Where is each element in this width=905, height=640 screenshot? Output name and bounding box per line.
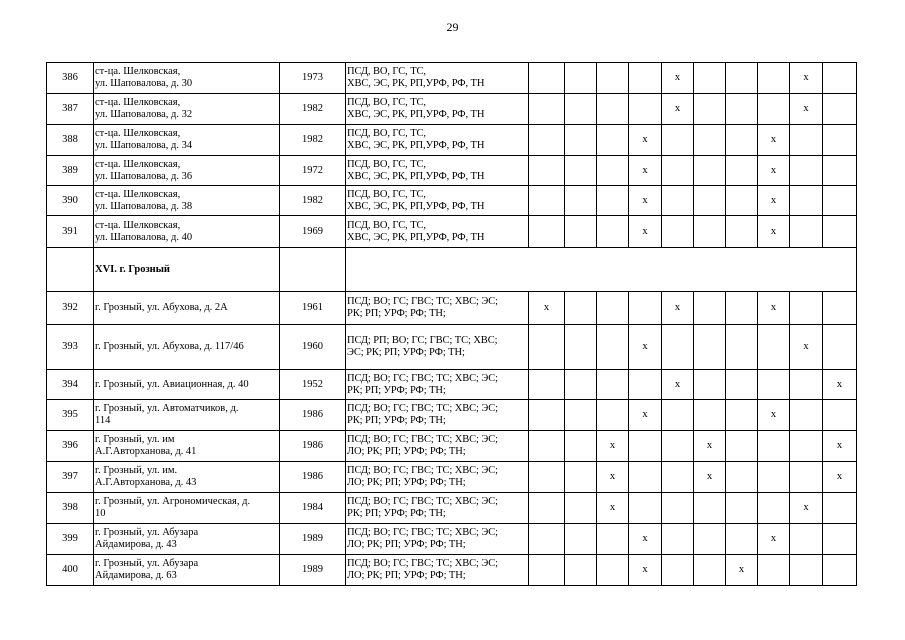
work-types-cell: [346, 216, 529, 248]
address-cell: [94, 94, 280, 125]
period-mark-cell: [529, 94, 565, 125]
period-mark-cell: [565, 493, 597, 524]
cell-line: ЭС; РК; РП; УРФ; РФ; ТН;: [347, 347, 465, 358]
cell-line: ЛО; РК; РП; УРФ; РФ; ТН;: [347, 539, 466, 550]
period-mark-cell: [662, 462, 694, 493]
period-mark-cell: [823, 125, 857, 156]
period-mark-cell: x: [597, 431, 629, 462]
cell-line: ХВС, ЭС, РК, РП,УРФ, РФ, ТН: [347, 170, 485, 182]
period-mark-cell: [662, 431, 694, 462]
period-mark-cell: x: [823, 462, 857, 493]
cell-line: ул. Шаповалова, д. 30: [95, 78, 193, 89]
period-mark-cell: x: [694, 431, 726, 462]
year-cell: 1986: [280, 400, 346, 431]
period-mark-cell: [726, 462, 758, 493]
table-row: [47, 292, 857, 325]
period-mark-cell: [629, 94, 662, 125]
year-cell: 1986: [280, 431, 346, 462]
row-number: 399: [47, 524, 94, 555]
period-mark-cell: x: [758, 400, 790, 431]
address-cell: [94, 125, 280, 156]
period-mark-cell: [597, 156, 629, 186]
work-types-cell: [346, 63, 529, 94]
work-types-cell: [346, 325, 529, 370]
period-mark-cell: x: [597, 462, 629, 493]
period-mark-cell: [597, 400, 629, 431]
period-mark-cell: x: [662, 63, 694, 94]
period-mark-cell: [790, 292, 823, 325]
period-mark-cell: [662, 493, 694, 524]
address-cell: [94, 63, 280, 94]
housing-registry-table: [46, 62, 857, 586]
period-mark-cell: [790, 186, 823, 216]
period-mark-cell: [565, 156, 597, 186]
period-mark-cell: [726, 431, 758, 462]
period-mark-cell: [662, 555, 694, 586]
period-mark-cell: [694, 325, 726, 370]
period-mark-cell: x: [758, 216, 790, 248]
section-row: [47, 248, 857, 292]
period-mark-cell: [662, 186, 694, 216]
cell-line: 114: [95, 415, 111, 426]
year-cell: 1973: [280, 63, 346, 94]
period-mark-cell: [758, 63, 790, 94]
address-cell: [94, 493, 280, 524]
address-cell: [94, 325, 280, 370]
period-mark-cell: [758, 493, 790, 524]
period-mark-cell: x: [790, 325, 823, 370]
cell-line: г. Грозный, ул. им: [95, 434, 175, 445]
period-mark-cell: [565, 292, 597, 325]
period-mark-cell: [529, 325, 565, 370]
row-number: 400: [47, 555, 94, 586]
year-cell: 1960: [280, 325, 346, 370]
period-mark-cell: x: [758, 125, 790, 156]
cell-line: ПСД; ВО; ГС; ГВС; ТС; ХВС; ЭС;: [347, 465, 498, 476]
period-mark-cell: [529, 370, 565, 400]
period-mark-cell: [565, 524, 597, 555]
table-row: [47, 431, 857, 462]
period-mark-cell: [726, 400, 758, 431]
period-mark-cell: [662, 325, 694, 370]
period-mark-cell: [529, 493, 565, 524]
period-mark-cell: [529, 156, 565, 186]
period-mark-cell: x: [694, 462, 726, 493]
period-mark-cell: [565, 431, 597, 462]
period-mark-cell: [529, 555, 565, 586]
period-mark-cell: [823, 156, 857, 186]
cell-line: ПСД, ВО, ГС, ТС,: [347, 128, 426, 139]
period-mark-cell: [565, 63, 597, 94]
row-number: 391: [47, 216, 94, 248]
year-cell: 1989: [280, 524, 346, 555]
cell-line: ПСД; ВО; ГС; ГВС; ТС; ХВС; ЭС;: [347, 372, 498, 384]
period-mark-cell: [790, 524, 823, 555]
address-cell: [94, 370, 280, 400]
period-mark-cell: [529, 216, 565, 248]
cell-line: РК; РП; УРФ; РФ; ТН;: [347, 508, 446, 519]
period-mark-cell: [790, 462, 823, 493]
period-mark-cell: [597, 292, 629, 325]
cell-line: г. Грозный, ул. Абухова, д. 2А: [95, 302, 228, 313]
period-mark-cell: [629, 292, 662, 325]
period-mark-cell: [529, 400, 565, 431]
period-mark-cell: [597, 555, 629, 586]
period-mark-cell: x: [629, 156, 662, 186]
table-row: [47, 325, 857, 370]
blank-cell: [47, 248, 94, 292]
period-mark-cell: [823, 400, 857, 431]
period-mark-cell: [597, 125, 629, 156]
work-types-cell: [346, 524, 529, 555]
cell-line: г. Грозный, ул. Агрономическая, д.: [95, 496, 251, 507]
period-mark-cell: x: [662, 370, 694, 400]
period-mark-cell: [694, 524, 726, 555]
year-cell: 1989: [280, 555, 346, 586]
work-types-cell: [346, 431, 529, 462]
cell-line: ул. Шаповалова, д. 32: [95, 109, 193, 120]
period-mark-cell: [662, 400, 694, 431]
cell-line: 10: [95, 508, 106, 519]
table-row: [47, 63, 857, 94]
cell-line: г. Грозный, ул. Абухова, д. 117/46: [95, 341, 244, 352]
period-mark-cell: x: [758, 156, 790, 186]
period-mark-cell: [823, 555, 857, 586]
cell-line: ул. Шаповалова, д. 40: [95, 231, 193, 243]
cell-line: ст-ца. Шелковская,: [95, 188, 181, 200]
period-mark-cell: x: [629, 216, 662, 248]
table-row: [47, 216, 857, 248]
year-cell: 1961: [280, 292, 346, 325]
cell-line: ул. Шаповалова, д. 38: [95, 200, 193, 212]
period-mark-cell: [694, 292, 726, 325]
cell-line: ПСД; РП; ВО; ГС; ГВС; ТС; ХВС;: [347, 335, 498, 346]
row-number: 396: [47, 431, 94, 462]
period-mark-cell: [823, 94, 857, 125]
cell-line: г. Грозный, ул. Абузара: [95, 558, 199, 569]
period-mark-cell: [694, 493, 726, 524]
row-number: 393: [47, 325, 94, 370]
table-row: [47, 400, 857, 431]
period-mark-cell: [565, 125, 597, 156]
period-mark-cell: [758, 370, 790, 400]
period-mark-cell: [823, 524, 857, 555]
period-mark-cell: [694, 63, 726, 94]
period-mark-cell: [597, 524, 629, 555]
work-types-cell: [346, 493, 529, 524]
period-mark-cell: [726, 63, 758, 94]
period-mark-cell: [726, 292, 758, 325]
cell-line: ПСД; ВО; ГС; ГВС; ТС; ХВС; ЭС;: [347, 296, 498, 307]
cell-line: ст-ца. Шелковская,: [95, 219, 181, 231]
work-types-cell: [346, 462, 529, 493]
period-mark-cell: [565, 216, 597, 248]
period-mark-cell: [597, 94, 629, 125]
period-mark-cell: [726, 216, 758, 248]
period-mark-cell: [726, 370, 758, 400]
period-mark-cell: [694, 125, 726, 156]
period-mark-cell: x: [790, 94, 823, 125]
table-row: [47, 555, 857, 586]
period-mark-cell: [823, 292, 857, 325]
row-number: 390: [47, 186, 94, 216]
period-mark-cell: [597, 325, 629, 370]
period-mark-cell: [565, 94, 597, 125]
period-mark-cell: [629, 462, 662, 493]
period-mark-cell: [823, 493, 857, 524]
period-mark-cell: [629, 493, 662, 524]
cell-line: ст-ца. Шелковская,: [95, 97, 181, 108]
work-types-cell: [346, 292, 529, 325]
cell-line: А.Г.Авторханова, д. 41: [95, 446, 197, 457]
period-mark-cell: [726, 325, 758, 370]
cell-line: ХВС, ЭС, РК, РП,УРФ, РФ, ТН: [347, 78, 485, 89]
blank-cell: [346, 248, 857, 292]
period-mark-cell: [597, 370, 629, 400]
row-number: 397: [47, 462, 94, 493]
row-number: 394: [47, 370, 94, 400]
table-row: [47, 370, 857, 400]
year-cell: 1986: [280, 462, 346, 493]
period-mark-cell: [823, 63, 857, 94]
year-cell: 1972: [280, 156, 346, 186]
row-number: 386: [47, 63, 94, 94]
address-cell: [94, 462, 280, 493]
period-mark-cell: [694, 156, 726, 186]
cell-line: ст-ца. Шелковская,: [95, 128, 181, 139]
year-cell: 1984: [280, 493, 346, 524]
address-cell: [94, 400, 280, 431]
period-mark-cell: [823, 216, 857, 248]
period-mark-cell: [662, 524, 694, 555]
period-mark-cell: [565, 400, 597, 431]
cell-line: ПСД, ВО, ГС, ТС,: [347, 158, 426, 170]
period-mark-cell: [726, 493, 758, 524]
period-mark-cell: [726, 94, 758, 125]
period-mark-cell: [790, 156, 823, 186]
period-mark-cell: [529, 125, 565, 156]
table-row: [47, 524, 857, 555]
period-mark-cell: [597, 63, 629, 94]
period-mark-cell: [662, 125, 694, 156]
period-mark-cell: [565, 325, 597, 370]
period-mark-cell: [529, 431, 565, 462]
cell-line: ХВС, ЭС, РК, РП,УРФ, РФ, ТН: [347, 200, 485, 212]
cell-line: ЛО; РК; РП; УРФ; РФ; ТН;: [347, 570, 466, 581]
row-number: 387: [47, 94, 94, 125]
year-cell: 1969: [280, 216, 346, 248]
year-cell: 1982: [280, 94, 346, 125]
period-mark-cell: [790, 431, 823, 462]
cell-line: г. Грозный, ул. им.: [95, 465, 178, 476]
cell-line: г. Грозный, ул. Автоматчиков, д.: [95, 403, 239, 414]
cell-line: ХВС, ЭС, РК, РП,УРФ, РФ, ТН: [347, 109, 485, 120]
period-mark-cell: [662, 216, 694, 248]
period-mark-cell: [726, 186, 758, 216]
period-mark-cell: [629, 63, 662, 94]
table-row: [47, 186, 857, 216]
blank-cell: [280, 248, 346, 292]
period-mark-cell: x: [662, 292, 694, 325]
work-types-cell: [346, 94, 529, 125]
period-mark-cell: [662, 156, 694, 186]
table-row: [47, 94, 857, 125]
row-number: 398: [47, 493, 94, 524]
row-number: 395: [47, 400, 94, 431]
address-cell: [94, 524, 280, 555]
period-mark-cell: [758, 325, 790, 370]
year-cell: 1982: [280, 186, 346, 216]
cell-line: ПСД, ВО, ГС, ТС,: [347, 66, 426, 77]
period-mark-cell: x: [629, 555, 662, 586]
period-mark-cell: x: [629, 524, 662, 555]
period-mark-cell: x: [629, 125, 662, 156]
period-mark-cell: [629, 431, 662, 462]
period-mark-cell: x: [758, 186, 790, 216]
row-number: 389: [47, 156, 94, 186]
cell-line: РК; РП; УРФ; РФ; ТН;: [347, 384, 446, 396]
address-cell: [94, 431, 280, 462]
row-number: 388: [47, 125, 94, 156]
row-number: 392: [47, 292, 94, 325]
period-mark-cell: x: [529, 292, 565, 325]
cell-line: ПСД, ВО, ГС, ТС,: [347, 97, 426, 108]
period-mark-cell: x: [597, 493, 629, 524]
cell-line: РК; РП; УРФ; РФ; ТН;: [347, 415, 446, 426]
period-mark-cell: x: [629, 325, 662, 370]
cell-line: ЛО; РК; РП; УРФ; РФ; ТН;: [347, 446, 466, 457]
cell-line: ПСД; ВО; ГС; ГВС; ТС; ХВС; ЭС;: [347, 558, 498, 569]
cell-line: ст-ца. Шелковская,: [95, 158, 181, 170]
period-mark-cell: [758, 462, 790, 493]
period-mark-cell: [565, 186, 597, 216]
period-mark-cell: [694, 216, 726, 248]
year-cell: 1952: [280, 370, 346, 400]
period-mark-cell: [565, 462, 597, 493]
cell-line: Айдамирова, д. 63: [95, 570, 177, 581]
work-types-cell: [346, 125, 529, 156]
period-mark-cell: [790, 125, 823, 156]
period-mark-cell: [529, 462, 565, 493]
period-mark-cell: [529, 63, 565, 94]
period-mark-cell: x: [790, 493, 823, 524]
work-types-cell: [346, 555, 529, 586]
period-mark-cell: x: [726, 555, 758, 586]
period-mark-cell: [790, 400, 823, 431]
cell-line: ст-ца. Шелковская,: [95, 66, 181, 77]
period-mark-cell: [790, 370, 823, 400]
period-mark-cell: [694, 400, 726, 431]
cell-line: А.Г.Авторханова, д. 43: [95, 477, 197, 488]
period-mark-cell: x: [823, 370, 857, 400]
period-mark-cell: x: [790, 63, 823, 94]
period-mark-cell: [694, 370, 726, 400]
period-mark-cell: [565, 370, 597, 400]
period-mark-cell: [529, 524, 565, 555]
period-mark-cell: x: [629, 186, 662, 216]
address-cell: [94, 292, 280, 325]
period-mark-cell: [823, 186, 857, 216]
work-types-cell: [346, 400, 529, 431]
cell-line: Айдамирова, д. 43: [95, 539, 177, 550]
address-cell: [94, 186, 280, 216]
cell-line: РК; РП; УРФ; РФ; ТН;: [347, 308, 446, 319]
period-mark-cell: [694, 186, 726, 216]
year-cell: 1982: [280, 125, 346, 156]
address-cell: [94, 216, 280, 248]
period-mark-cell: [790, 216, 823, 248]
period-mark-cell: x: [662, 94, 694, 125]
period-mark-cell: [758, 555, 790, 586]
cell-line: г. Грозный, ул. Абузара: [95, 527, 199, 538]
cell-line: ЛО; РК; РП; УРФ; РФ; ТН;: [347, 477, 466, 488]
work-types-cell: [346, 156, 529, 186]
work-types-cell: [346, 370, 529, 400]
period-mark-cell: [758, 431, 790, 462]
cell-line: ул. Шаповалова, д. 36: [95, 170, 193, 182]
cell-line: ХВС, ЭС, РК, РП,УРФ, РФ, ТН: [347, 231, 485, 243]
address-cell: [94, 156, 280, 186]
period-mark-cell: x: [758, 524, 790, 555]
table-row: [47, 125, 857, 156]
address-cell: [94, 555, 280, 586]
work-types-cell: [346, 186, 529, 216]
cell-line: ПСД; ВО; ГС; ГВС; ТС; ХВС; ЭС;: [347, 527, 498, 538]
period-mark-cell: [565, 555, 597, 586]
period-mark-cell: x: [823, 431, 857, 462]
period-mark-cell: [758, 94, 790, 125]
period-mark-cell: [726, 156, 758, 186]
cell-line: ПСД; ВО; ГС; ГВС; ТС; ХВС; ЭС;: [347, 434, 498, 445]
cell-line: г. Грозный, ул. Авиационная, д. 40: [95, 378, 249, 390]
period-mark-cell: [823, 325, 857, 370]
cell-line: ПСД; ВО; ГС; ГВС; ТС; ХВС; ЭС;: [347, 496, 498, 507]
table-row: [47, 462, 857, 493]
period-mark-cell: [629, 370, 662, 400]
period-mark-cell: [726, 125, 758, 156]
page-number: 29: [446, 20, 459, 34]
period-mark-cell: [597, 216, 629, 248]
cell-line: ул. Шаповалова, д. 34: [95, 140, 193, 151]
period-mark-cell: [790, 555, 823, 586]
cell-line: ПСД, ВО, ГС, ТС,: [347, 188, 426, 200]
period-mark-cell: [694, 555, 726, 586]
cell-line: ХВС, ЭС, РК, РП,УРФ, РФ, ТН: [347, 140, 485, 151]
table-row: [47, 493, 857, 524]
period-mark-cell: [694, 94, 726, 125]
period-mark-cell: [597, 186, 629, 216]
period-mark-cell: [529, 186, 565, 216]
period-mark-cell: x: [758, 292, 790, 325]
cell-line: ПСД, ВО, ГС, ТС,: [347, 219, 426, 231]
table-row: [47, 156, 857, 186]
period-mark-cell: [726, 524, 758, 555]
period-mark-cell: x: [629, 400, 662, 431]
section-title: XVI. г. Грозный: [94, 248, 280, 292]
cell-line: ПСД; ВО; ГС; ГВС; ТС; ХВС; ЭС;: [347, 403, 498, 414]
